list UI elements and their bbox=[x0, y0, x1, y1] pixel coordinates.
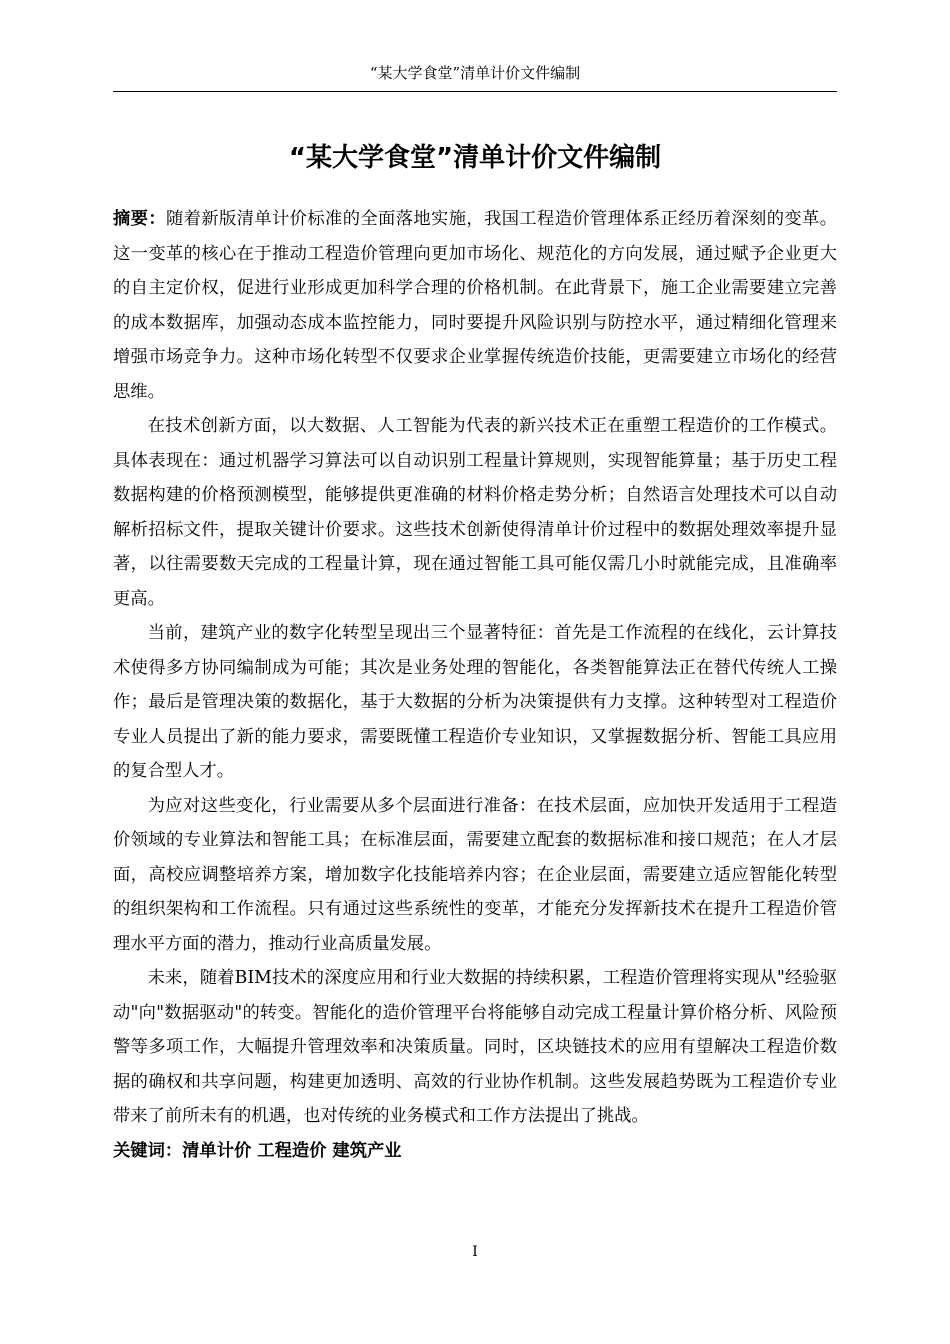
document-title: “某大学食堂”清单计价文件编制 bbox=[288, 143, 662, 173]
header-divider bbox=[113, 91, 837, 92]
keywords-text: 清单计价 工程造价 建筑产业 bbox=[182, 1140, 402, 1161]
page-number: I bbox=[472, 1244, 478, 1260]
body-paragraph: 未来，随着BIM技术的深度应用和行业大数据的持续积累，工程造价管理将实现从"经验驱动"向"数据驱动"的转变。智能化的造价管理平台将能够自动完成工程量计算价格分析、风险预警等多项工作，大幅提升管理效率和决策质量。同时，区块链技术的应用有望解决工程造价数据的确权和共享问题，构建更加透明、高效的行业协作机制。这些发展趋势既为工程造价专业带来了前所未有的机遇，也对传统的业务模式和工作方法提出了挑战。 bbox=[113, 968, 837, 1126]
abstract-text: 随着新版清单计价标准的全面落地实施，我国工程造价管理体系正经历着深刻的变革。这一变革的核心在于推动工程造价管理向更加市场化、规范化的方向发展，通过赋予企业更大的自主定价权，促进行业形成更加科学合理的价格机制。在此背景下，施工企业需要建立完善的成本数据库，加强动态成本监控能力，同时要提升风险识别与防控水平，通过精细化管理来增强市场竞争力。这种市场化转型不仅要求企业掌握传统造价技能，更需要建立市场化的经营思维。 bbox=[113, 209, 837, 402]
keywords-line bbox=[113, 1134, 837, 1169]
body-paragraph: 在技术创新方面，以大数据、人工智能为代表的新兴技术正在重塑工程造价的工作模式。具体表现在：通过机器学习算法可以自动识别工程量计算规则，实现智能算量；基于历史工程数据构建的价格预测模型，能够提供更准确的材料价格走势分析；自然语言处理技术可以自动解析招标文件，提取关键计价要求。这些技术创新使得清单计价过程中的数据处理效率提升显著，以往需要数天完成的工程量计算，现在通过智能工具可能仅需几小时就能完成，且准确率更高。 bbox=[113, 416, 837, 609]
keywords-label: 关键词： bbox=[113, 1140, 183, 1161]
body-paragraph: 当前，建筑产业的数字化转型呈现出三个显著特征：首先是工作流程的在线化，云计算技术使得多方协同编制成为可能；其次是业务处理的智能化，各类智能算法正在替代传统人工操作；最后是管理决策的数据化，基于大数据的分析为决策提供有力支撑。这种转型对工程造价专业人员提出了新的能力要求，需要既懂工程造价专业知识，又掌握数据分析、智能工具应用的复合型人才。 bbox=[113, 623, 837, 781]
document-body bbox=[113, 202, 837, 1168]
abstract-paragraph bbox=[113, 202, 837, 409]
abstract-label: 摘要： bbox=[113, 209, 167, 229]
body-paragraph: 为应对这些变化，行业需要从多个层面进行准备：在技术层面，应加快开发适用于工程造价领域的专业算法和智能工具；在标准层面，需要建立配套的数据标准和接口规范；在人才层面，高校应调整培养方案，增加数字化技能培养内容；在企业层面，需要建立适应智能化转型的组织架构和工作流程。只有通过这些系统性的变革，才能充分发挥新技术在提升工程造价管理水平方面的潜力，推动行业高质量发展。 bbox=[113, 795, 837, 954]
running-header: “某大学食堂”清单计价文件编制 bbox=[369, 64, 581, 82]
